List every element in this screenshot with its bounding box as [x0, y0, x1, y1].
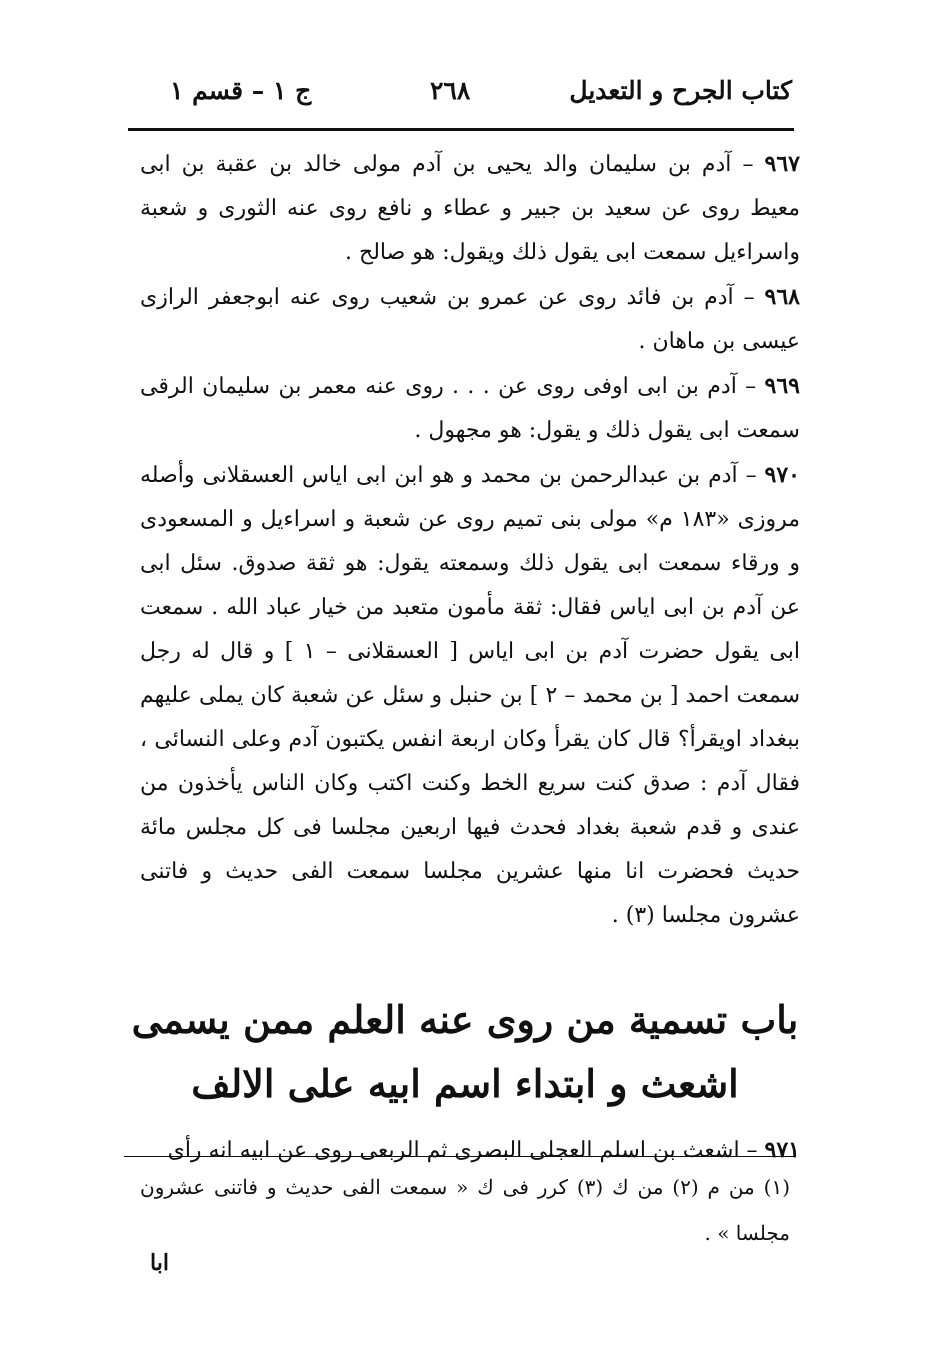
- catchword: ابا: [150, 1250, 169, 1276]
- footnote-rule: [124, 1156, 796, 1157]
- body-text: [140, 142, 800, 938]
- chapter-heading-line-1: باب تسمية من روى عنه العلم ممن يسمى: [131, 997, 799, 1042]
- entry-number: ٩٦٩: [764, 373, 800, 399]
- entry-text: – آدم بن سليمان والد يحيى بن آدم مولى خالد بن عقبة بن ابى معيط روى عن سعيد بن جبير و عطاء و نافع روى عنه الثورى و شعبة واسراءيل سمعت ابى يقول ذلك ويقول: هو صالح .: [140, 152, 800, 265]
- page-number: ٢٦٨: [430, 76, 471, 105]
- header-rule: [128, 128, 794, 131]
- volume-part: ج ١ – قسم ١: [170, 76, 312, 105]
- entry-number: ٩٧٠: [764, 462, 800, 488]
- entry-969: [140, 364, 800, 453]
- entry-text: – آدم بن عبدالرحمن بن محمد و هو ابن ابى اياس العسقلانى وأصله مروزى «١٨٣ م» مولى بنى تميم روى عن شعبة و اسراءيل و المسعودى و ورقاء سمعت ابى يقول ذلك وسمعته يقول: هو ثقة صدوق. سئل ابى عن آدم بن ابى اياس فقال: ثقة مأمون متعبد من خيار عباد الله . سمعت ابى يقول حضرت آدم بن ابى اياس [ العسقلانى – ١ ] و قال له رجل سمعت احمد [ بن محمد – ٢ ] بن حنبل و سئل عن شعبة كان يملى عليهم ببغداد اويقرأ؟ قال كان يقرأ وكان اربعة انفس يكتبون آدم وعلى النسائى ، فقال آدم : صدق كنت سريع الخط وكنت اكتب وكان الناس يأخذون من عندى و قدم شعبة بغداد فحدث فيها اربعين مجلسا فى كل مجلس مائة حديث فحضرت انا منها عشرين مجلسا سمعت الفى حديث و فاتنى عشرون مجلسا (٣) .: [140, 463, 801, 928]
- entry-number: ٩٦٨: [764, 284, 800, 310]
- entry-text: – اشعث بن اسلم العجلى البصرى ثم الربعى روى عن ابيه انه رأى: [167, 1138, 758, 1163]
- chapter-heading: [130, 988, 800, 1116]
- entry-text: – آدم بن ابى اوفى روى عن . . . روى عنه معمر بن سليمان الرقى سمعت ابى يقول ذلك و يقول: هو مجهول .: [140, 374, 800, 443]
- entry-967: [140, 142, 800, 275]
- entry-970: [140, 453, 800, 938]
- book-title: كتاب الجرح و التعديل: [569, 76, 792, 105]
- entry-968: [140, 275, 800, 364]
- entry-number: ٩٦٧: [764, 151, 800, 177]
- entry-text: – آدم بن فائد روى عن عمرو بن شعيب روى عنه ابوجعفر الرازى عيسى بن ماهان .: [140, 285, 800, 354]
- chapter-heading-line-2: اشعث و ابتداء اسم ابيه على الالف: [191, 1061, 739, 1106]
- entry-number: ٩٧١: [764, 1137, 800, 1163]
- page-header: [130, 72, 792, 124]
- footnotes: (١) من م (٢) من ك (٣) كرر فى ك « سمعت الفى حديث و فاتنى عشرون مجلسا » .: [140, 1175, 790, 1245]
